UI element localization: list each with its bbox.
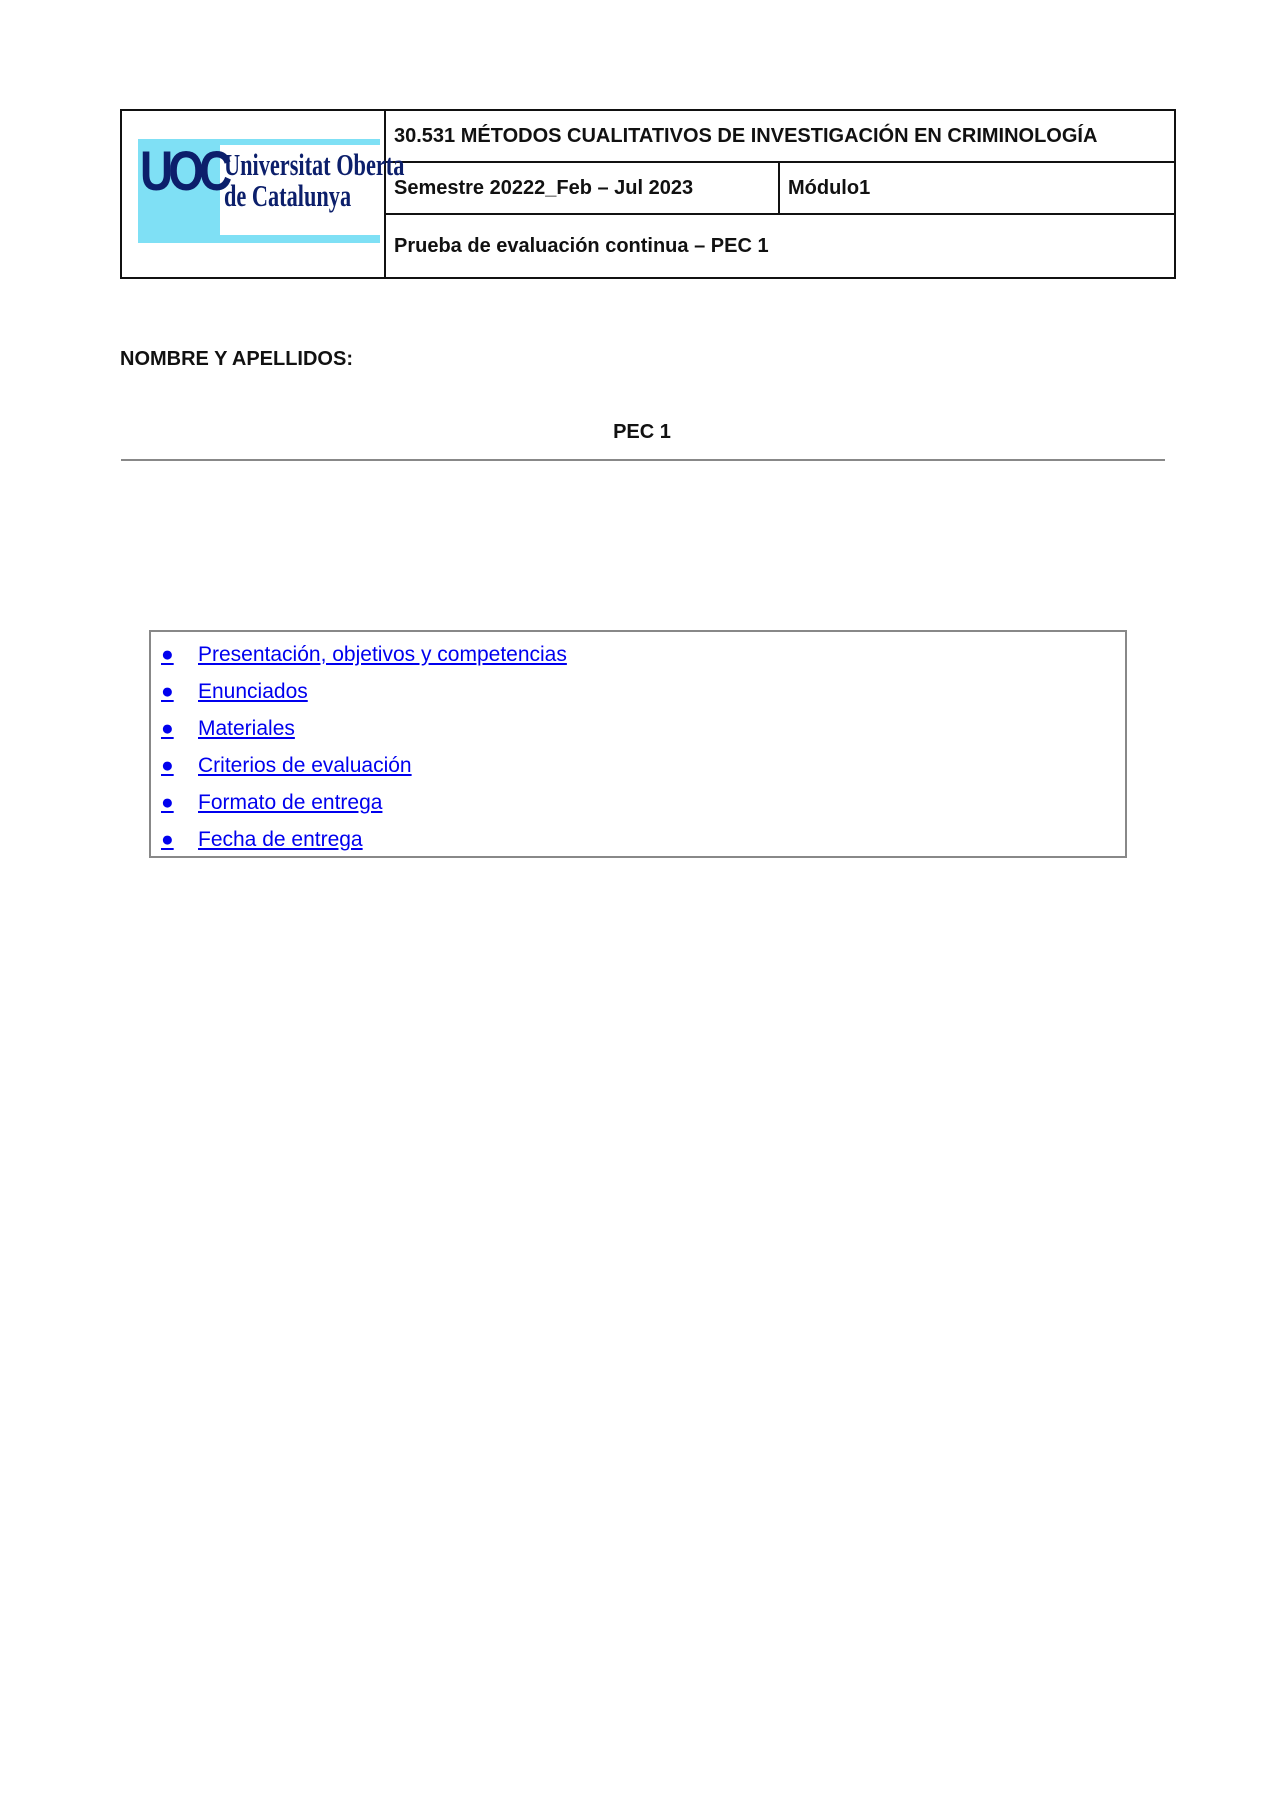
- logo-cell: [122, 111, 405, 277]
- test-name: Prueba de evaluación continua – PEC 1: [394, 234, 769, 257]
- title-divider: [121, 459, 1165, 461]
- toc-link-materiales[interactable]: Materiales: [198, 716, 295, 740]
- page-title: PEC 1: [613, 421, 671, 443]
- bullet-icon: ●: [161, 827, 174, 851]
- toc-link-enunciados[interactable]: Enunciados: [198, 679, 308, 703]
- logo-mark: UOC: [140, 139, 228, 202]
- header-table: [120, 109, 1176, 279]
- toc-item-formato[interactable]: [151, 784, 1125, 821]
- logo-line-1: Universitat Oberta: [224, 147, 405, 182]
- logo-line-2: de Catalunya: [224, 178, 352, 213]
- toc-item-materiales[interactable]: [151, 710, 1125, 747]
- toc-list: [151, 636, 1125, 858]
- toc-link-fecha[interactable]: Fecha de entrega: [198, 827, 363, 851]
- toc-link-presentacion[interactable]: Presentación, objetivos y competencias: [198, 642, 567, 666]
- name-field-label: NOMBRE Y APELLIDOS:: [120, 348, 353, 370]
- bullet-icon: ●: [161, 679, 174, 703]
- toc-item-fecha[interactable]: [151, 821, 1125, 858]
- toc-item-presentacion[interactable]: [151, 636, 1125, 673]
- bullet-icon: ●: [161, 642, 174, 666]
- bullet-icon: ●: [161, 790, 174, 814]
- toc-link-criterios[interactable]: Criterios de evaluación: [198, 753, 412, 777]
- bullet-icon: ●: [161, 753, 174, 777]
- toc-link-formato[interactable]: Formato de entrega: [198, 790, 383, 814]
- semester-label: Semestre 20222_Feb – Jul 2023: [386, 163, 780, 215]
- bullet-icon: ●: [161, 716, 174, 740]
- uoc-logo: [138, 139, 405, 243]
- module-label: Módulo1: [780, 163, 1174, 215]
- toc-item-enunciados[interactable]: [151, 673, 1125, 710]
- logo-wordmark: [224, 149, 404, 211]
- toc-item-criterios[interactable]: [151, 747, 1125, 784]
- course-title: 30.531 MÉTODOS CUALITATIVOS DE INVESTIGACIÓN EN CRIMINOLOGÍA: [386, 111, 1174, 163]
- table-of-contents: [149, 630, 1127, 858]
